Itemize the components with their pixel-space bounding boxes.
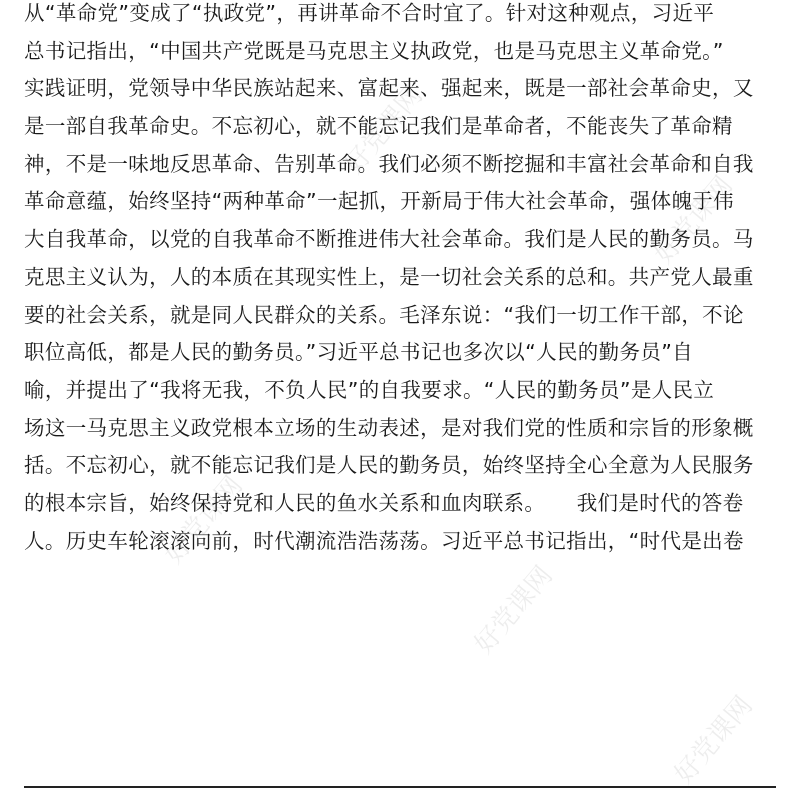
text-line: 克思主义认为，人的本质在其现实性上，是一切社会关系的总和。共产党人最重	[24, 264, 754, 289]
text-line: 是一部自我革命史。不忘初心，就不能忘记我们是革命者，不能丧失了革命精	[24, 114, 733, 139]
document-body	[24, 0, 780, 560]
text-line: 神，不是一味地反思革命、告别革命。我们必须不断挖掘和丰富社会革命和自我	[24, 151, 754, 176]
text-line: 场这一马克思主义政党根本立场的生动表述，是对我们党的性质和宗旨的形象概	[24, 415, 754, 440]
text-line: 的根本宗旨，始终保持党和人民的鱼水关系和血肉联系。 我们是时代的答卷	[24, 490, 744, 515]
watermark: 好党课网	[669, 690, 759, 790]
text-line: 大自我革命，以党的自我革命不断推进伟大社会革命。我们是人民的勤务员。马	[24, 227, 754, 252]
text-line: 实践证明，党领导中华民族站起来、富起来、强起来，既是一部社会革命史，又	[24, 76, 754, 101]
watermark: 好党课网	[469, 560, 559, 660]
text-line: 喻，并提出了“我将无我，不负人民”的自我要求。“人民的勤务员”是人民立	[24, 377, 715, 402]
text-line: 职位高低，都是人民的勤务员。”习近平总书记也多次以“人民的勤务员”自	[24, 340, 694, 365]
watermark: 好党课网	[159, 470, 249, 570]
footer-divider	[24, 786, 776, 788]
text-line: 括。不忘初心，就不能忘记我们是人民的勤务员，始终坚持全心全意为人民服务	[24, 453, 754, 478]
text-line: 总书记指出，“中国共产党既是马克思主义执政党，也是马克思主义革命党。”	[24, 38, 724, 63]
text-line: 要的社会关系，就是同人民群众的关系。毛泽东说：“我们一切工作干部，不论	[24, 302, 744, 327]
text-line: 革命意蕴，始终坚持“两种革命”一起抓，开新局于伟大社会革命，强体魄于伟	[24, 189, 734, 214]
watermark: 好党课网	[339, 80, 429, 180]
watermark: 好党课网	[649, 170, 739, 270]
text-line: 从“革命党”变成了“执政党”，再讲革命不合时宜了。针对这种观点，习近平	[24, 1, 715, 25]
text-line: 人。历史车轮滚滚向前，时代潮流浩浩荡荡。习近平总书记指出，“时代是出卷	[24, 528, 744, 553]
